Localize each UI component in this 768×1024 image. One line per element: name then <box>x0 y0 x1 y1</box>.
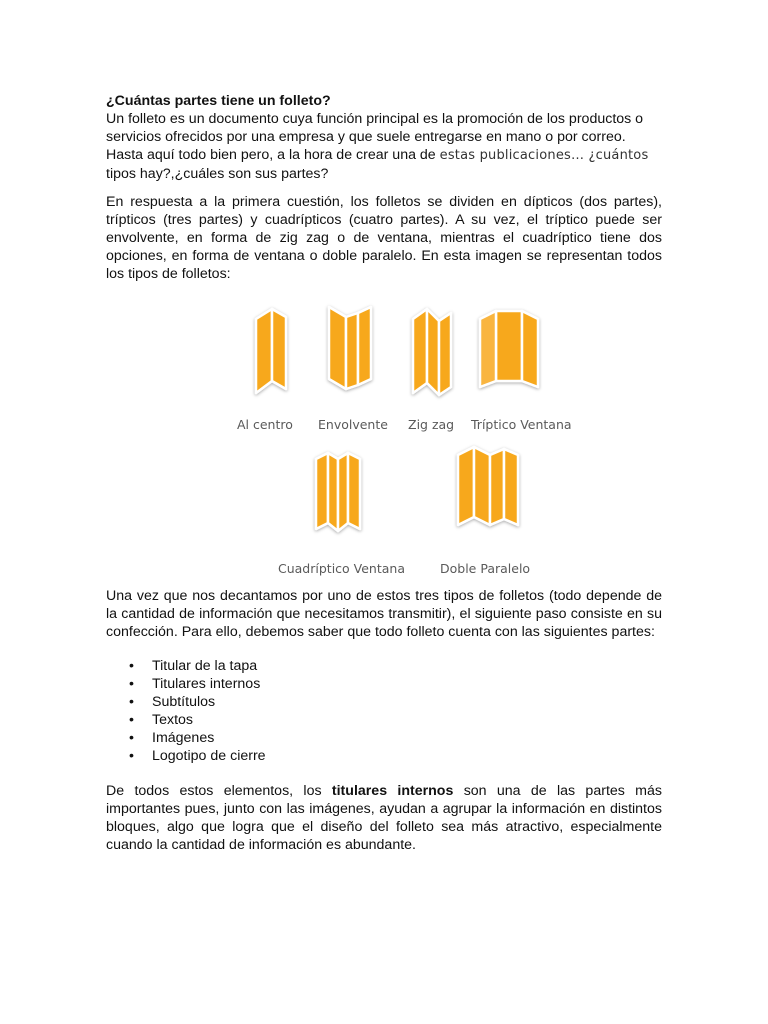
cuadriptico-ventana-brochure-icon <box>316 453 360 531</box>
list-item-text: Logotipo de cierre <box>152 748 266 764</box>
list-item <box>129 747 662 765</box>
bullet-marker: • <box>129 730 134 746</box>
caption-cuadriptico-ventana: Cuadríptico Ventana <box>278 561 405 576</box>
caption-envolvente: Envolvente <box>318 417 388 432</box>
conclusion-bold-term: titulares internos <box>331 783 454 799</box>
intro-paragraph <box>106 110 662 183</box>
zig-zag-brochure-icon <box>413 309 451 395</box>
document-page <box>106 92 662 854</box>
bullet-marker: • <box>129 712 134 728</box>
bullet-marker: • <box>129 748 134 764</box>
caption-triptico-ventana: Tríptico Ventana <box>471 417 572 432</box>
list-item-text: Titulares internos <box>152 676 261 692</box>
confection-paragraph: Una vez que nos decantamos por uno de estos tres tipos de folletos (todo depende de la cantidad de información que necesitamos transmitir), el siguiente paso consiste en su confección. Para ello, debemos saber que todo folleto cuenta con las siguientes partes: <box>106 588 662 640</box>
list-item-text: Textos <box>152 712 194 728</box>
intro-text-part2: tipos hay?,¿cuáles son sus partes? <box>106 166 329 182</box>
intro-text-part1: Un folleto es un documento cuya función principal es la promoción de los productos o servicios ofrecidos por una empresa y que suele entregarse en mano o por correo. Hasta aquí todo bien pero, a la hora de crear una de <box>106 111 644 163</box>
brochure-types-figure <box>106 295 662 585</box>
parts-list <box>106 657 662 765</box>
doble-paralelo-brochure-icon <box>458 447 518 525</box>
bullet-marker: • <box>129 694 134 710</box>
caption-doble-paralelo: Doble Paralelo <box>440 561 531 576</box>
types-paragraph: En respuesta a la primera cuestión, los folletos se dividen en dípticos (dos partes), trípticos (tres partes) y cuadrípticos (cuatro partes). A su vez, el tríptico puede ser envolvente, en forma de zig zag o de ventana, mientras el cuadríptico tiene dos opciones, en forma de ventana o doble paralelo. En esta imagen se representan todos los tipos de folletos: <box>106 194 662 282</box>
section-heading: ¿Cuántas partes tiene un folleto? <box>106 93 331 109</box>
list-item <box>129 675 662 693</box>
conclusion-paragraph <box>106 782 662 854</box>
caption-al-centro: Al centro <box>237 417 293 432</box>
list-item <box>129 729 662 747</box>
list-item <box>129 657 662 675</box>
triptico-ventana-brochure-icon <box>480 311 538 387</box>
conclusion-text-before: De todos estos elementos, los <box>106 783 332 799</box>
envolvente-brochure-icon <box>329 307 371 389</box>
list-item-text: Subtítulos <box>152 694 216 710</box>
intro-text-alt-font: estas publicaciones… ¿cuántos <box>439 148 649 163</box>
bullet-marker: • <box>129 676 134 692</box>
bullet-marker: • <box>129 658 134 674</box>
al-centro-brochure-icon <box>256 309 286 393</box>
caption-zig-zag: Zig zag <box>408 417 455 432</box>
conclusion-text-after: son una de las partes más importantes pues, junto con las imágenes, ayudan a agrupar la información en distintos bloques, algo que logra que el diseño del folleto sea más atractivo, especialmente cuando la cantidad de información es abundante. <box>106 783 662 853</box>
list-item-text: Titular de la tapa <box>152 658 258 674</box>
list-item-text: Imágenes <box>152 730 215 746</box>
list-item <box>129 693 662 711</box>
list-item <box>129 711 662 729</box>
brochure-illustration <box>106 295 662 585</box>
